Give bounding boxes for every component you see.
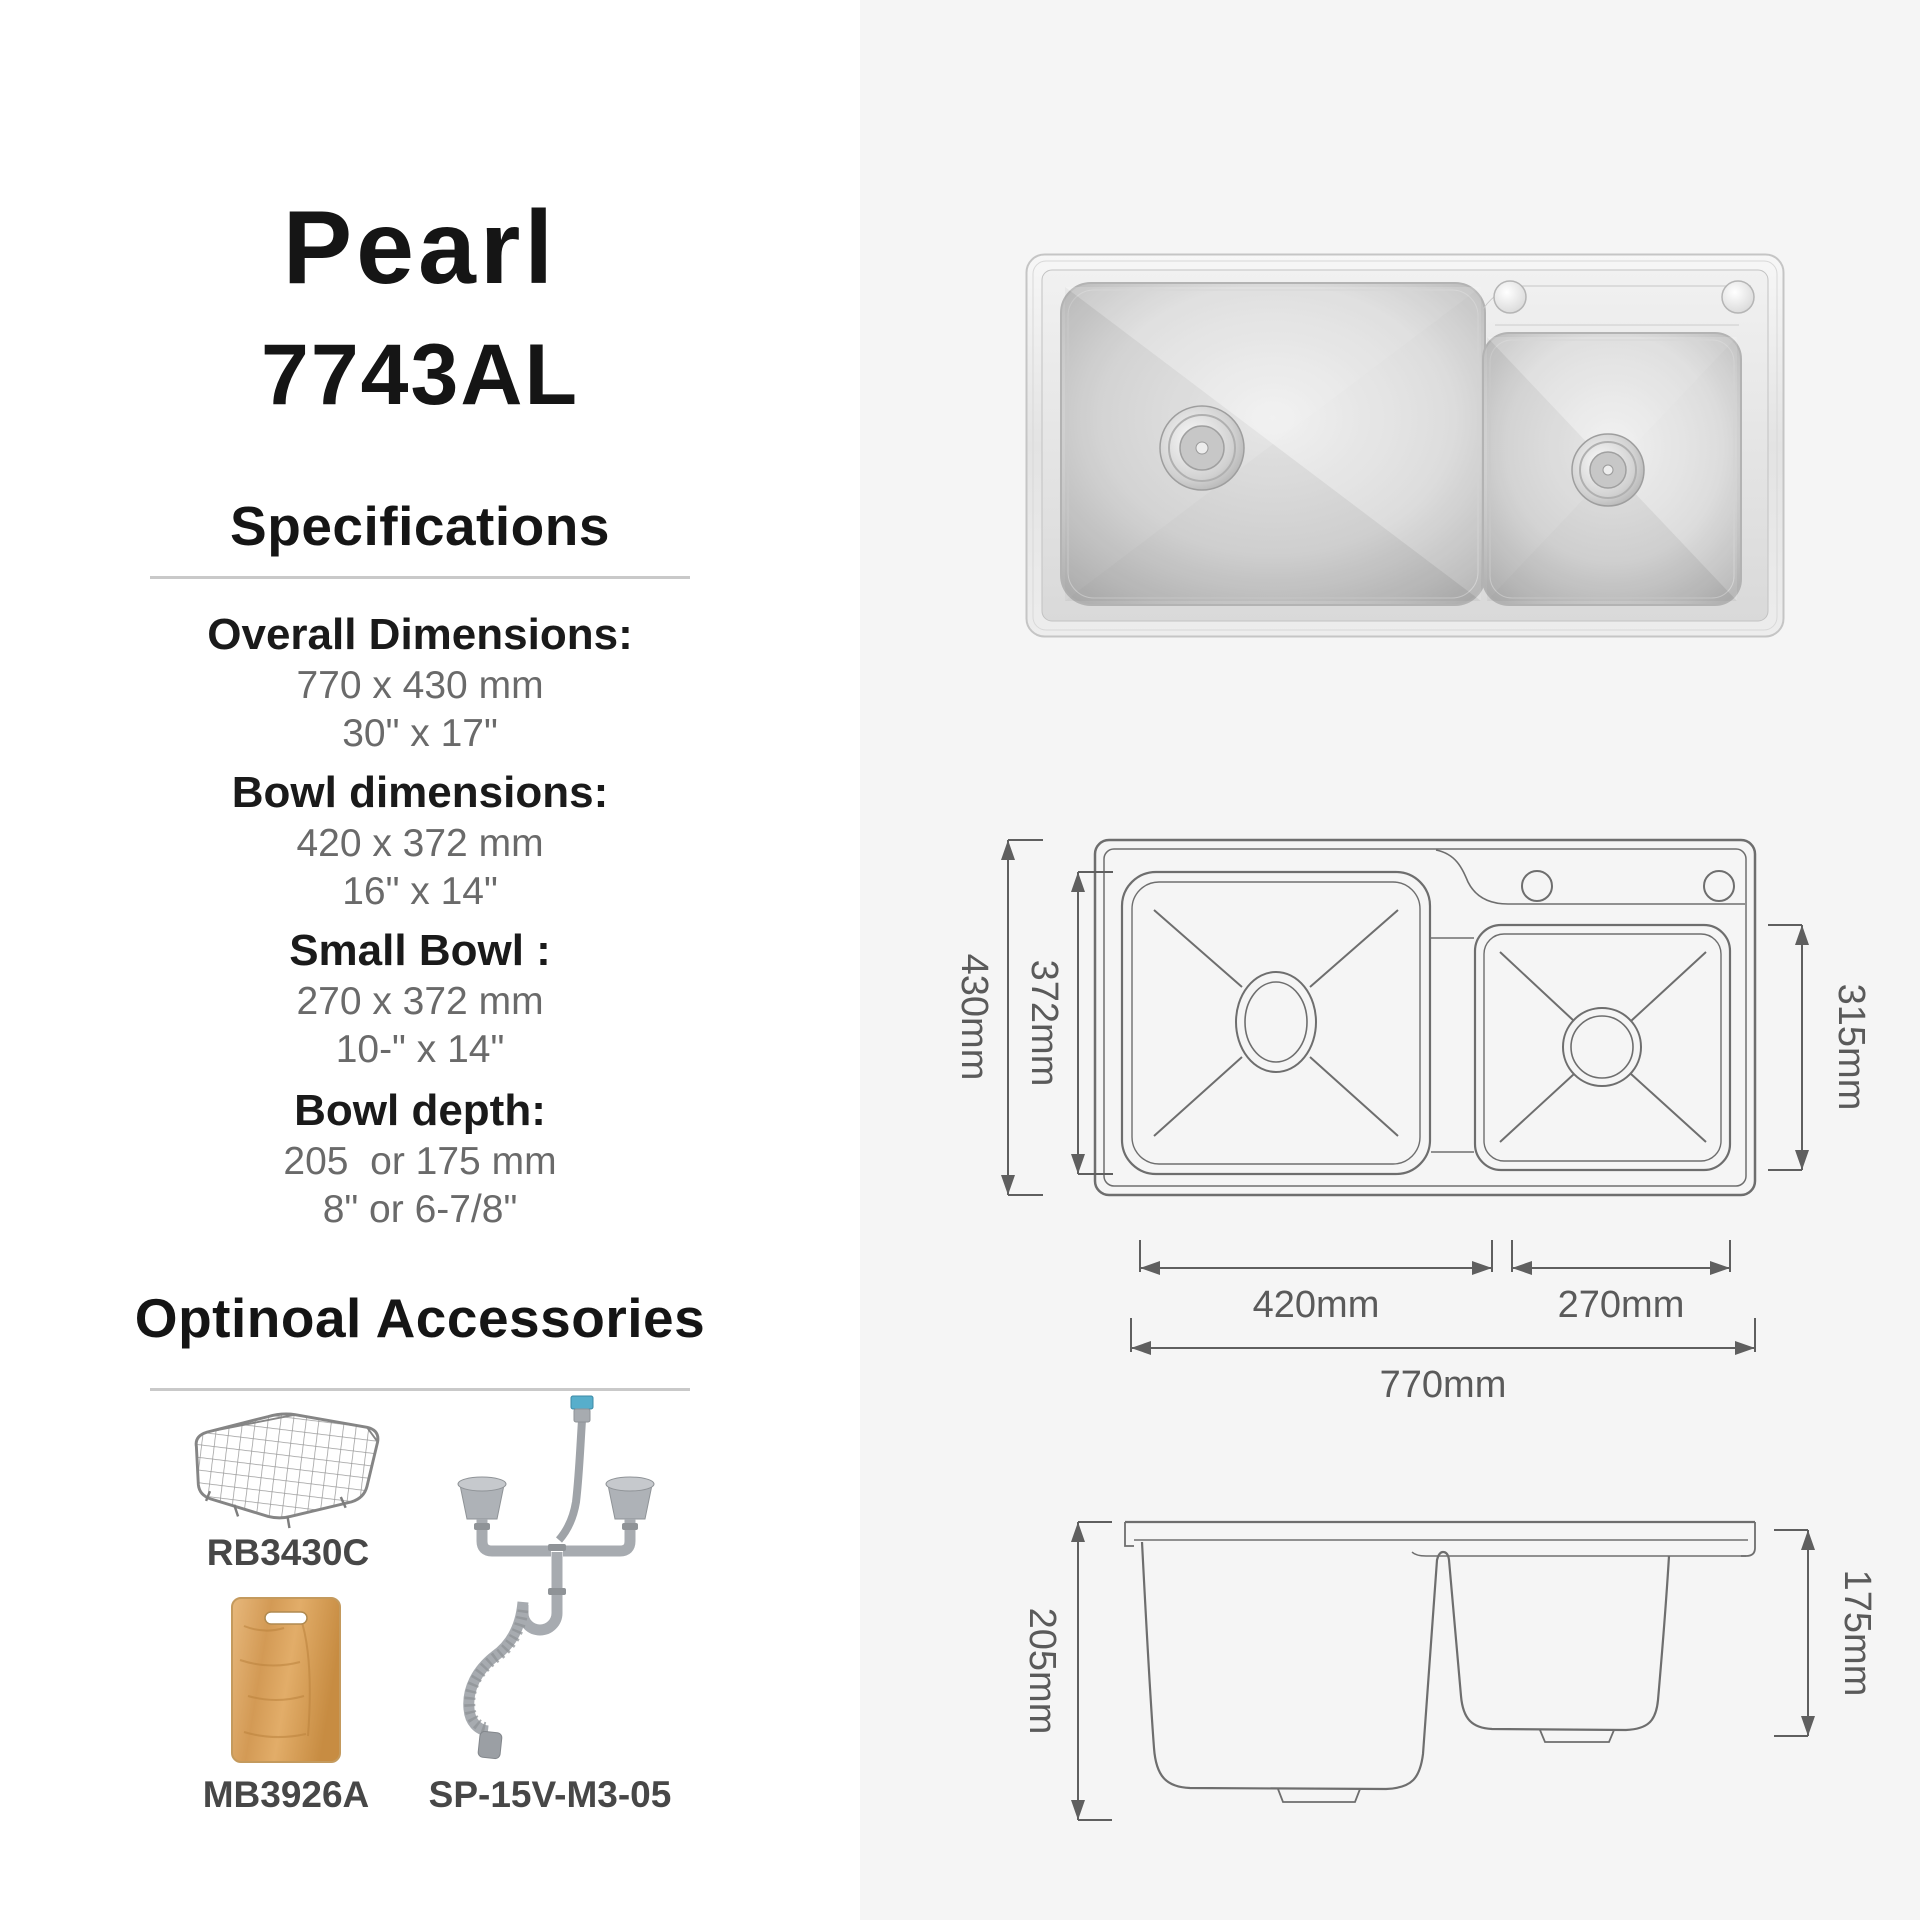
spec-value: 420 x 372 mm (296, 822, 544, 865)
dim-label-770: 770mm (1379, 1364, 1507, 1406)
spec-value: 30" x 17" (342, 712, 498, 755)
faucet-hole-symbol (1704, 871, 1734, 901)
big-bowl-drain-symbol (1236, 972, 1316, 1072)
dim-label-420: 420mm (1252, 1284, 1380, 1326)
specifications-title: Specifications (230, 495, 610, 557)
wire-basket-image (180, 1404, 395, 1530)
divider (150, 576, 690, 579)
dim-175mm (1774, 1530, 1878, 1736)
hose-nut (574, 1409, 590, 1422)
product-name: Pearl (282, 190, 558, 306)
dim-label-175: 175mm (1835, 1569, 1878, 1697)
accessories-title: Optinoal Accessories (134, 1287, 706, 1349)
board-handle-slot (265, 1612, 307, 1624)
spec-label-overall: Overall Dimensions: (207, 610, 633, 659)
spec-value: 770 x 430 mm (296, 664, 544, 707)
dim-420mm (1140, 1240, 1492, 1326)
faucet-hole (1722, 281, 1754, 313)
dim-label-270: 270mm (1557, 1284, 1685, 1326)
spec-value: 205 or 175 mm (283, 1140, 557, 1183)
flex-hose (469, 1602, 523, 1731)
small-bowl-drain-symbol (1563, 1008, 1641, 1086)
top-view-drawing (900, 820, 1900, 1420)
dim-315mm (1768, 925, 1872, 1170)
drain-code-label: SP-15V-M3-05 (428, 1774, 672, 1815)
dim-205mm (1021, 1522, 1112, 1820)
big-drain-bump (1278, 1789, 1360, 1802)
drain-kit-image (430, 1392, 670, 1762)
faucet-hole (1494, 281, 1526, 313)
dim-770mm (1131, 1318, 1755, 1406)
dim-label-372: 372mm (1022, 959, 1065, 1087)
top-view-outline (1095, 840, 1755, 1195)
side-view-drawing (960, 1490, 1920, 1860)
spec-label-bowl: Bowl dimensions: (231, 768, 609, 817)
dim-372mm (1023, 872, 1113, 1174)
product-model: 7743AL (261, 327, 579, 423)
spec-value: 270 x 372 mm (296, 980, 544, 1023)
side-view-outline (1125, 1522, 1755, 1802)
spec-label-bowl-depth: Bowl depth: (294, 1086, 546, 1135)
spec-value: 10-" x 14" (335, 1028, 505, 1071)
big-bowl (1061, 283, 1485, 605)
dim-label-430: 430mm (952, 953, 995, 1081)
cutting-board-image (230, 1596, 342, 1764)
blue-connector (571, 1396, 593, 1409)
dim-label-205: 205mm (1020, 1607, 1063, 1735)
hose-tip (478, 1731, 503, 1759)
divider (150, 1388, 690, 1391)
right-strainer (606, 1477, 654, 1519)
overflow-hose (559, 1420, 582, 1540)
basket-code-label: RB3430C (206, 1532, 370, 1573)
small-bowl (1483, 333, 1741, 605)
spec-value: 16" x 14" (342, 870, 498, 913)
dim-270mm (1512, 1240, 1730, 1326)
sink-photo (1025, 253, 1785, 638)
dim-label-315: 315mm (1829, 983, 1872, 1111)
small-drain-bump (1540, 1730, 1614, 1742)
spec-label-small-bowl: Small Bowl : (289, 926, 551, 975)
big-bowl-drain (1160, 406, 1244, 490)
left-strainer (458, 1477, 506, 1519)
spec-value: 8" or 6-7/8" (322, 1188, 518, 1231)
faucet-hole-symbol (1522, 871, 1552, 901)
small-bowl-drain (1572, 434, 1644, 506)
board-code-label: MB3926A (202, 1774, 370, 1815)
